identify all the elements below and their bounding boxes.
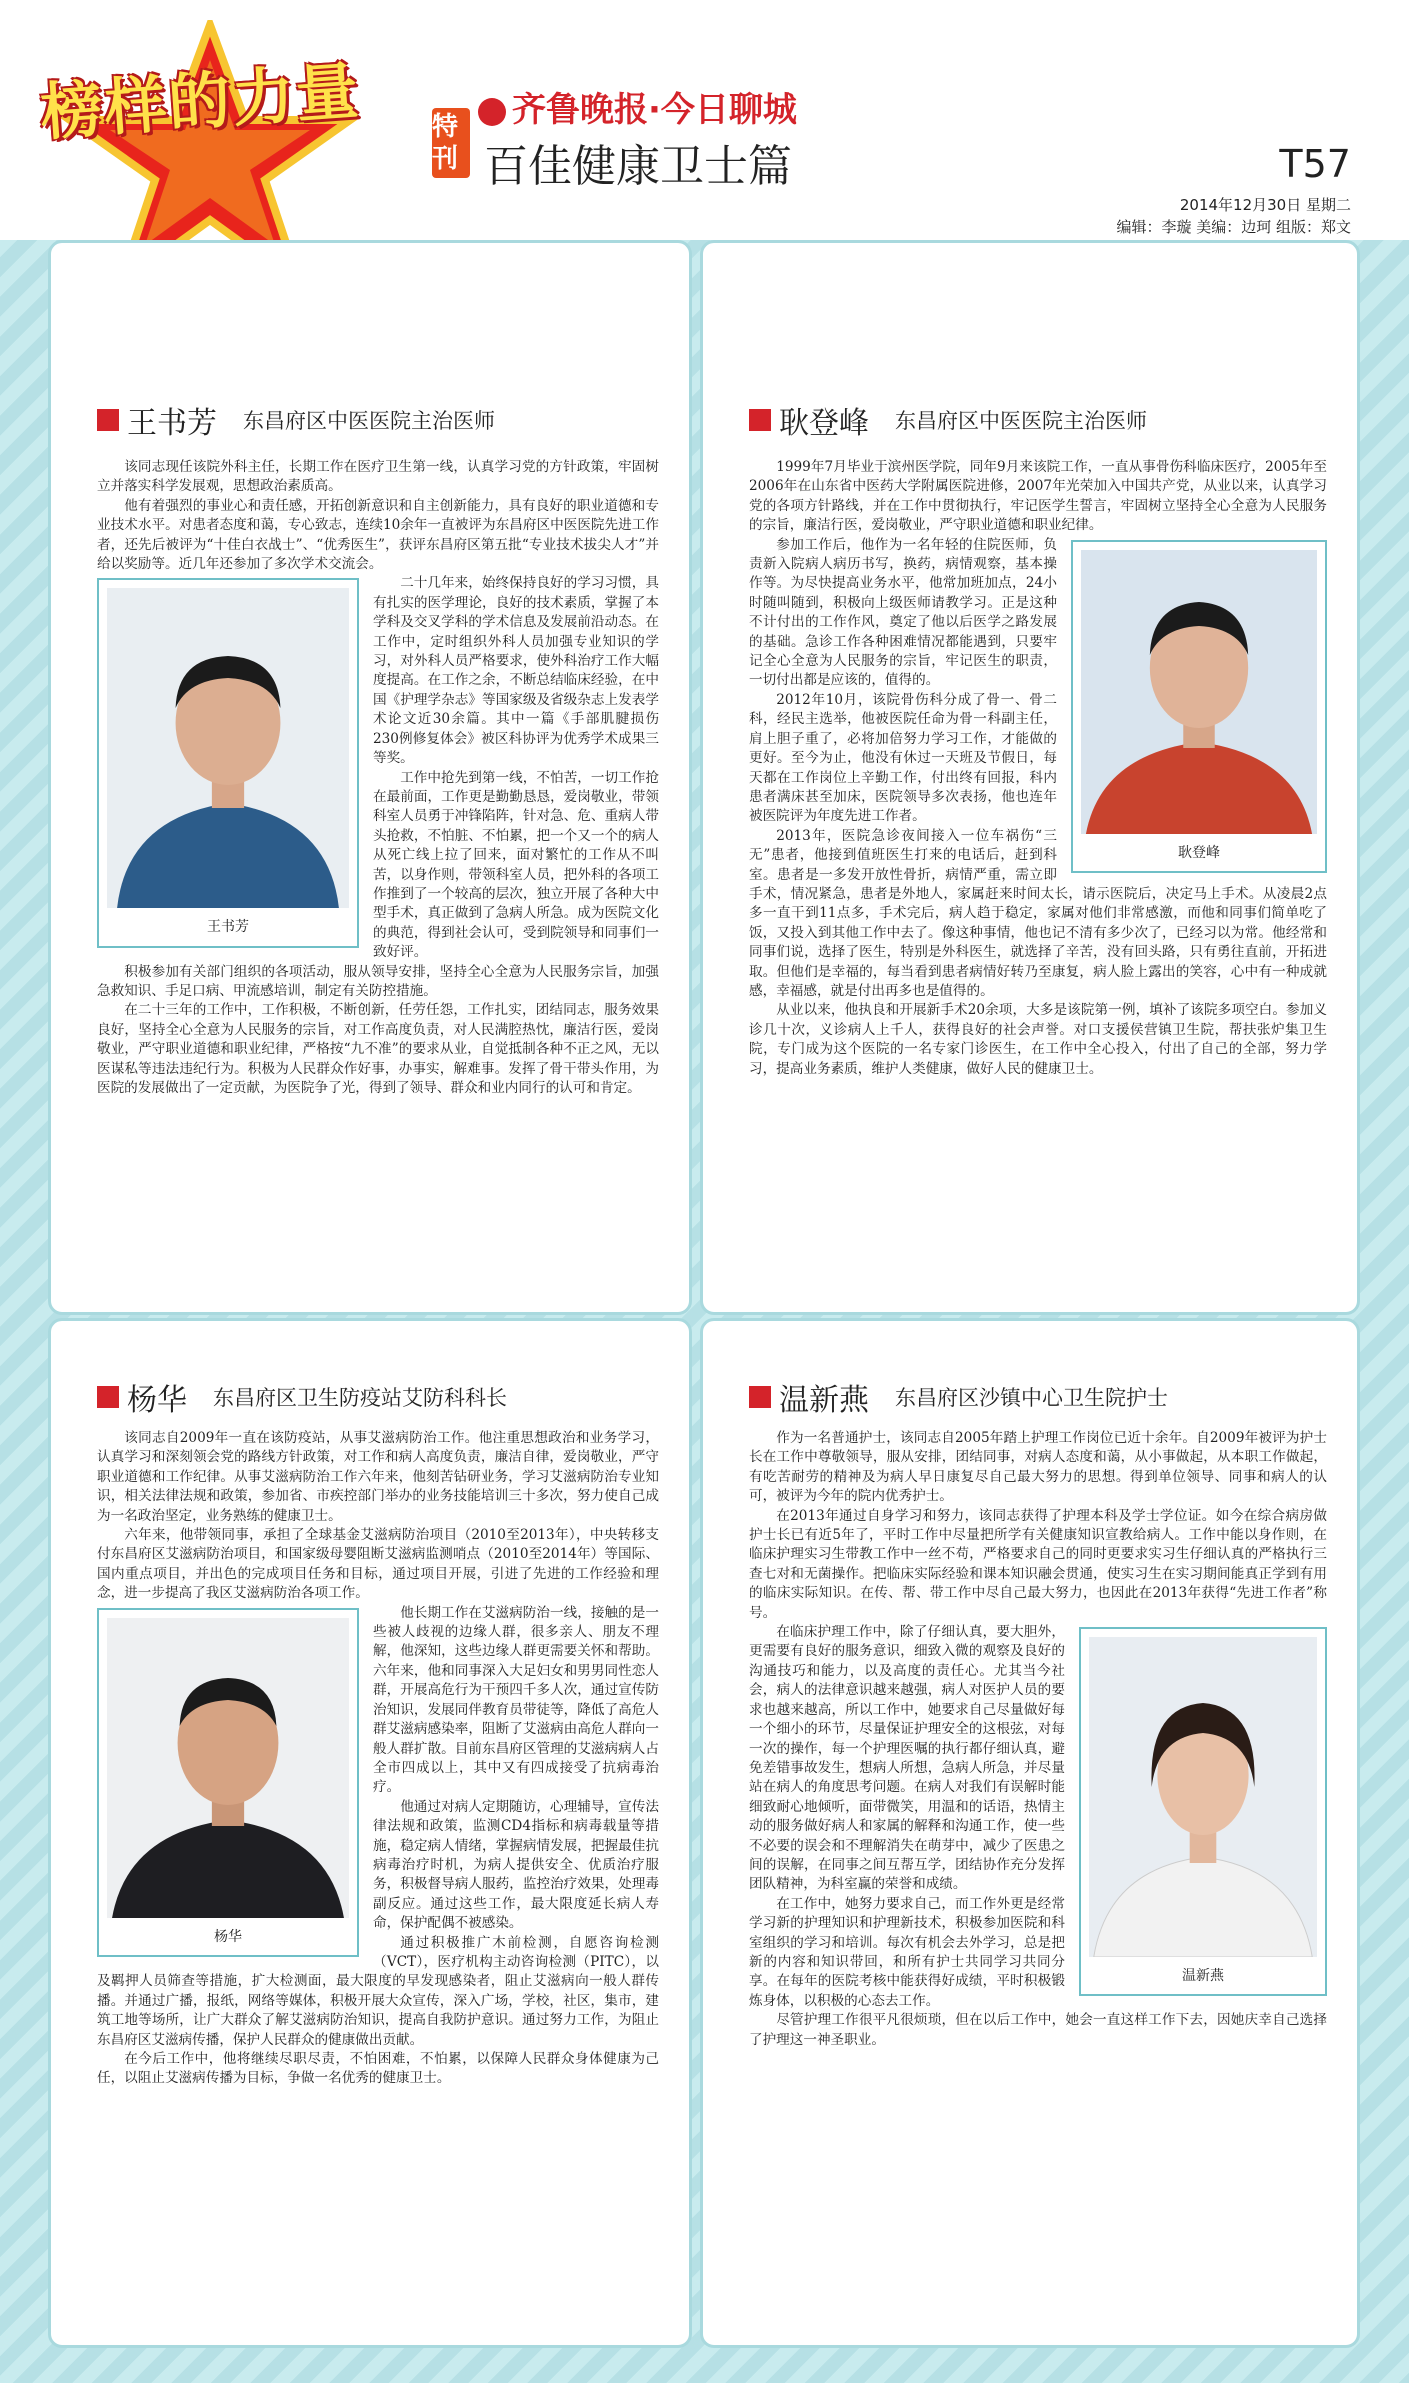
special-badge-text: 特刊 [432,112,459,174]
paragraph: 他长期工作在艾滋病防治一线，接触的是一些被人歧视的边缘人群，很多亲人、朋友不理解，他深知，这些边缘人群更需要关怀和帮助。六年来，他和同事深入大足妇女和男男同性恋人群，开展高危行为干预四千多人次，通过宣传防治知识，发展同伴教育员带徒等，降低了高危人群艾滋病感染率，阻断了艾滋病由高危人群向一般人群扩散。目前东昌府区管理的艾滋病病人占全市四成以上，其中又有四成接受了抗病毒治疗。 [373,1604,659,1796]
paragraph: 2012年10月，该院骨伤科分成了骨一、骨二科，经民主选举，他被医院任命为骨一科副主任，肩上胆子重了，必将加倍努力学习工作，才能做的更好。至今为止，他没有休过一天班及节假日，每天都在工作岗位上辛勤工作，付出终有回报，科内患者满床甚至加床，医院领导多次表扬，他也连年被医院评为年度先进工作者。 [749,691,1057,825]
photo-frame [97,1608,359,1957]
portrait-photo [1081,550,1317,834]
profile-body [749,458,1327,1079]
paragraph: 在2013年通过自身学习和努力，该同志获得了护理本科及学士学位证。如今在综合病房做护士长已有近5年了，平时工作中尽量把所学有关健康知识宣教给病人。工作中能以身作则，在临床护理实习生带教工作中一丝不苟，严格要求自己的同时更要求实习生仔细认真的严格执行三查七对和无菌操作。把临床实际经验和课本知识融会贯通，使实习生在实习期间能真正学到有用的临床实际知识。在传、帮、带工作中尽自己最大努力，也因此在2013年获得“先进工作者”称号。 [749,1507,1327,1621]
photo-frame [1071,540,1327,873]
photo-caption: 耿登峰 [1178,844,1220,861]
red-square-icon [97,1386,119,1408]
profile-heading [97,1375,507,1419]
paragraph: 他通过对病人定期随访，心理辅导，宣传法律法规和政策，监测CD4指标和病毒载量等措施，稳定病人情绪，掌握病情发展，把握最佳抗病毒治疗时机，为病人提供安全、优质治疗服务，积极督导病人服药，监控治疗效果，处理毒副反应。通过这些工作，最大限度延长病人寿命，保护配偶不被感染。 [373,1798,659,1932]
profile-title: 东昌府区中医医院主治医师 [243,409,495,433]
photo-caption: 王书芳 [207,919,249,936]
paragraph: 尽管护理工作很平凡很烦琐，但在以后工作中，她会一直这样工作下去，因她庆幸自己选择了护理这一神圣职业。 [749,2012,1327,2048]
profile-title: 东昌府区卫生防疫站艾防科科长 [213,1386,507,1410]
profile-name: 温新燕 [779,1383,869,1418]
paragraph: 作为一名普通护士，该同志自2005年踏上护理工作岗位已近十余年。自2009年被评为护士长在工作中尊敬领导，服从安排，团结同事，对病人态度和蔼，从小事做起，从本职工作做起，有吃苦耐劳的精神及为病人早日康复尽自己最大努力的思想。得到单位领导、同事和病人的认可，被评为今年的院内优秀护士。 [749,1430,1327,1505]
profile-panel [48,1318,692,2348]
profile-panel [700,240,1360,1315]
profile-name: 杨华 [127,1383,187,1418]
red-square-icon [749,409,771,431]
paragraph: 在临床护理工作中，除了仔细认真，要大胆外，更需要有良好的服务意识，细致入微的观察及良好的沟通技巧和能力，以及高度的责任心。尤其当今社会，病人的法律意识越来越强，病人对医护人员的要求也越来越高，所以工作中，她要求自己尽量做好每一个细小的环节，尽量保证护理安全的这根弦，对每一次的操作，每一个护理医嘱的执行都仔细认真，避免差错事故发生，想病人所想，急病人所急，并尽量站在病人的角度思考问题。在病人对我们有误解时能细致耐心地倾听，面带微笑，用温和的话语，热情主动的服务做好病人和家属的解释和沟通工作，使一些不必要的误会和不理解消失在萌芽中，减少了医患之间的误解，在同事之间互帮互学，团结协作充分发挥团队精神，为科室赢的荣誉和成绩。 [749,1624,1065,1893]
paragraph: 积极参加有关部门组织的各项活动，服从领导安排，坚持全心全意为人民服务宗旨，加强急救知识、手足口病、甲流感培训，制定有关防控措施。 [97,963,659,999]
paragraph: 参加工作后，他作为一名年轻的住院医师，负责新入院病人病历书写，换药，病情观察，基本操作等。为尽快提高业务水平，他常加班加点，24小时随叫随到，积极向上级医师请教学习。正是这种不计付出的工作作风，奠定了他以后医学之路发展的基础。急诊工作各种困难情况都能遇到，只要牢记全心全意为人民服务的宗旨，牢记医生的职责，一切付出都是应该的，值得的。 [749,536,1057,689]
paragraph: 二十几年来，始终保持良好的学习习惯，具有扎实的医学理论，良好的技术素质，掌握了本学科及交叉学科的学术信息及发展前沿动态。在工作中，定时组织外科人员加强专业知识的学习，对外科人员严格要求，使外科治疗工作大幅度提高。在工作之余，不断总结临床经验，在中国《护理学杂志》等国家级及省级杂志上发表学术论文近30余篇。其中一篇《手部肌腱损伤230例修复体会》被区科协评为优秀学术成果三等奖。 [373,575,659,767]
paragraph: 该同志自2009年一直在该防疫站，从事艾滋病防治工作。他注重思想政治和业务学习，认真学习和深刻领会党的路线方针政策，对工作和病人高度负责，廉洁自律，爱岗敬业，严守职业道德和工作纪律。从事艾滋病防治工作六年来，他刻苦钻研业务，学习艾滋病防治专业知识，相关法律法规和政策，参加省、市疾控部门举办的业务技能培训三十多次，努力使自己成为一名政治坚定，业务熟练的健康卫士。 [97,1430,659,1524]
paragraph: 在今后工作中，他将继续尽职尽责，不怕困难，不怕累，以保障人民群众身体健康为己任，以阻止艾滋病传播为目标，争做一名优秀的健康卫士。 [97,2051,659,2087]
profile-name: 王书芳 [127,406,217,441]
logo-title: 榜样的力量 [38,53,363,150]
profile-title: 东昌府区沙镇中心卫生院护士 [895,1386,1168,1410]
editor-credits: 编辑：李璇 美编：边珂 组版：郑文 [1116,218,1351,236]
paragraph: 工作中抢先到第一线，不怕苦，一切工作抢在最前面，工作更是勤勤恳恳，爱岗敬业，带领科室人员勇于冲锋陷阵，针对急、危、重病人带头抢救，不怕脏、不怕累，把一个又一个的病人从死亡线上拉了回来，面对繁忙的工作从不叫苦，以身作则，带领科室人员，把外科的各项工作推到了一个较高的层次，独立开展了各种大中型手术，真正做到了急病人所急。成为医院文化的典范，得到社会认可，受到院领导和同事们一致好评。 [373,769,659,961]
red-square-icon [97,409,119,431]
issue-date: 2014年12月30日 星期二 [1179,196,1351,214]
profile-title: 东昌府区中医医院主治医师 [895,409,1147,433]
newspaper-logo-icon [478,98,506,126]
profile-body [97,458,659,1098]
portrait-photo [1089,1637,1317,1957]
profile-heading [749,1375,1168,1419]
paragraph: 六年来，他带领同事，承担了全球基金艾滋病防治项目（2010至2013年），中央转移支付东昌府区艾滋病防治项目，和国家级母婴阻断艾滋病监测哨点（2010至2014年）等国际、国内重点项目，并出色的完成项目任务和目标，通过项目开展，引进了先进的工作经验和理念，进一步提高了我区艾滋病防治各项工作。 [97,1527,659,1602]
paragraph: 通过积极推广木前检测，自愿咨询检测（VCT），医疗机构主动咨询检测（PITC），以及羁押人员筛查等措施，扩大检测面，最大限度的早发现感染者，阻止艾滋病向一般人群传播。并通过广播，报纸，网络等媒体，积极开展大众宣传，深入广场，学校，社区，集市，建筑工地等场所，让广大群众了解艾滋病防治知识，提高自我防护意识。通过努力工作，为阻止东昌府区艾滋病传播，保护人民群众的健康做出贡献。 [97,1934,659,2048]
section-title: 百佳健康卫士篇 [484,141,792,192]
photo-caption: 杨华 [214,1928,242,1945]
profile-heading [749,398,1147,442]
paragraph: 该同志现任该院外科主任，长期工作在医疗卫生第一线，认真学习党的方针政策，牢固树立并落实科学发展观，思想政治素质高。 [97,459,659,495]
paragraph: 2013年，医院急诊夜间接入一位车祸伤“三无”患者，他接到值班医生打来的电话后，赶到科室。患者是一多发开放性骨折，病情严重，需立即手术，情况紧急，患者是外地人，家属赶来时间太长，请示医院后，决定马上手术。从凌晨2点多一直干到11点多，手术完后，病人趋于稳定，家属对他们非常感激，而他和同事们简单吃了饭，又投入到其他工作中去了。像这种事情，他也记不清有多少次了，已经习以为常。他经常和同事们说，选择了医生，特别是外科医生，就选择了辛苦，没有回头路，只有勇往直前，开拓进取。但他们是幸福的，每当看到患者病情好转乃至康复，病人脸上露出的笑容，心中有一种成就感，幸福感，就是付出再多也是值得的。 [749,827,1327,999]
paragraph: 在二十三年的工作中，工作积极，不断创新，任劳任怨，工作扎实，团结同志，服务效果良好，坚持全心全意为人民服务的宗旨，对工作高度负责，对人民满腔热忱，廉洁行医，爱岗敬业，严守职业道德和职业纪律，严格按“九不准”的要求从业，自觉抵制各种不正之风，无以医谋私等违法违纪行为。积极为人民群众作好事，办事实，解难事。发挥了骨干带头作用，为医院的发展做出了一定贡献，为医院争了光，得到了领导、群众和业内同行的认可和肯定。 [97,1002,659,1096]
paragraph: 从业以来，他执良和开展新手术20余项，大多是该院第一例，填补了该院多项空白。参加义诊几十次，义诊病人上千人，获得良好的社会声誉。对口支援侯营镇卫生院，帮扶张炉集卫生院，专门成为这个医院的一名专家门诊医生，在工作中全心投入，付出了自己的全部，努力学习，提高业务素质，维护人类健康，做好人民的健康卫士。 [749,1002,1327,1077]
photo-frame [97,578,359,947]
profile-panel [48,240,692,1315]
photo-caption: 温新燕 [1182,1968,1224,1985]
paragraph: 1999年7月毕业于滨州医学院，同年9月来该院工作，一直从事骨伤科临床医疗，2005年至2006年在山东省中医药大学附属医院进修，2007年光荣加入中国共产党，从业以来，认真学习党的各项方针路线，并在工作中贯彻执行，牢记医学生誓言，牢固树立坚持全心全意为人民服务的宗旨，廉洁行医，爱岗敬业，严守职业道德和职业纪律。 [749,459,1327,534]
paragraph: 在工作中，她努力要求自己，而工作外更是经常学习新的护理知识和护理新技术，积极参加医院和科室组织的学习和培训。每次有机会去外学习，总是把新的内容和知识带回，和所有护士共同学习共同分享。在每年的医院考核中能获得好成绩，平时积极锻炼身体，以积极的心态去工作。 [749,1895,1065,2009]
portrait-photo [107,1618,349,1918]
newspaper-name [478,82,797,131]
special-badge [432,108,470,178]
profile-body [749,1429,1327,2050]
paragraph: 他有着强烈的事业心和责任感，开拓创新意识和自主创新能力，具有良好的职业道德和专业技术水平。对患者态度和蔼，专心致志，连续10余年一直被评为东昌府区中医医院先进工作者，还先后被评为“十佳白衣战士”、“优秀医生”，获评东昌府区第五批“专业技术拔尖人才”并给以奖励等。近几年还参加了多次学术交流会。 [97,497,659,573]
profile-body [97,1429,659,2089]
newspaper-name-text: 齐鲁晚报·今日聊城 [512,90,797,130]
profile-name: 耿登峰 [779,406,869,441]
photo-frame [1079,1627,1327,1996]
portrait-photo [107,588,349,908]
profile-panel [700,1318,1360,2348]
profile-heading [97,398,495,442]
red-square-icon [749,1386,771,1408]
page-number: T57 [1279,142,1351,186]
